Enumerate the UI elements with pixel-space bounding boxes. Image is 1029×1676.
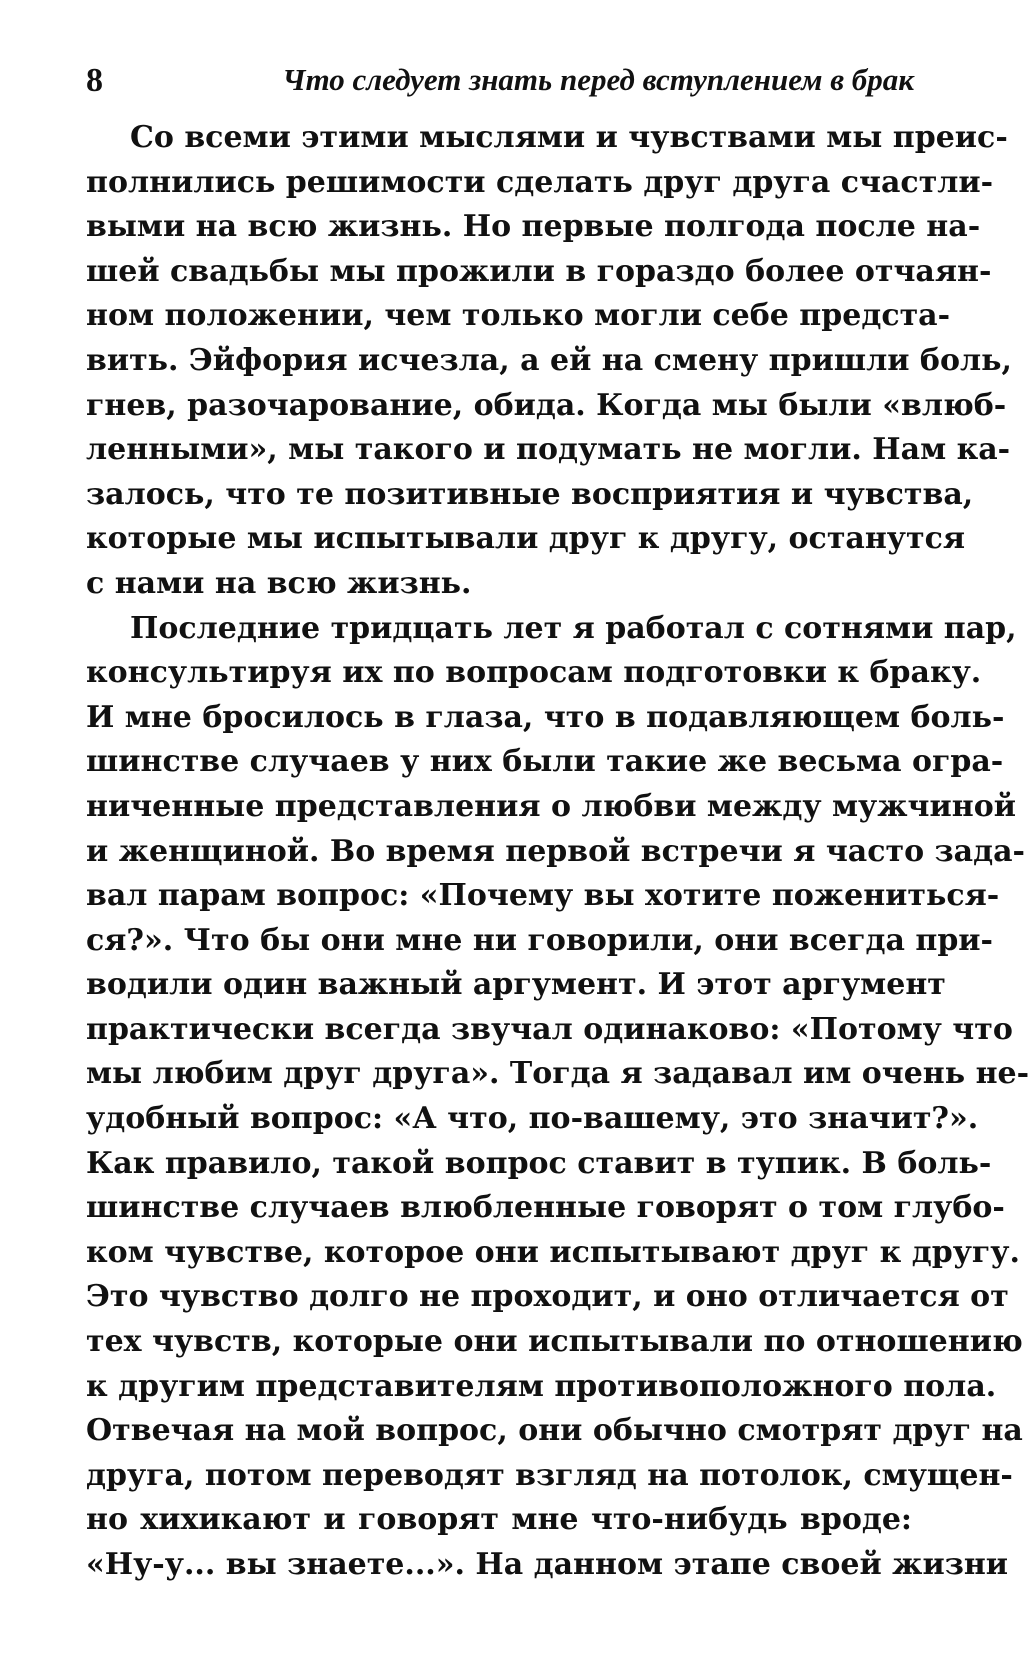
text-line: гнев, разочарование, обида. Когда мы были «влюб- bbox=[86, 387, 1007, 423]
text-line: ком чувстве, которое они испытывают друг к другу. bbox=[86, 1234, 1020, 1270]
text-line: шинстве случаев влюбленные говорят о том глубо- bbox=[86, 1190, 1005, 1226]
text-line: которые мы испытывали друг к другу, останутся bbox=[86, 521, 966, 557]
text-line: И мне бросилось в глаза, что в подавляющем боль- bbox=[86, 699, 1005, 735]
text-line: водили один важный аргумент. И этот аргумент bbox=[86, 967, 946, 1003]
text-line: «Ну-у... вы знаете...». На данном этапе своей жизни bbox=[86, 1547, 1009, 1582]
text-line: Последние тридцать лет я работал с сотнями пар, bbox=[130, 610, 1017, 646]
text-line: Как правило, такой вопрос ставит в тупик. В боль- bbox=[86, 1145, 992, 1181]
text-line: но хихикают и говорят мне что-нибудь вроде: bbox=[86, 1502, 912, 1538]
text-line: ниченные представления о любви между мужчиной bbox=[86, 788, 1016, 824]
text-line: полнились решимости сделать друг друга счастли- bbox=[86, 164, 994, 200]
text-line: друга, потом переводят взгляд на потолок, смущен- bbox=[86, 1457, 1013, 1493]
text-line: Отвечая на мой вопрос, они обычно смотрят друг на bbox=[86, 1413, 1023, 1449]
running-title: Что следует знать перед вступлением в брак bbox=[282, 62, 914, 97]
text-line: вал парам вопрос: «Почему вы хотите пожениться- bbox=[86, 878, 1000, 914]
text-line: практически всегда звучал одинаково: «Потому что bbox=[86, 1011, 1013, 1047]
text-line: выми на всю жизнь. Но первые полгода после на- bbox=[86, 209, 981, 245]
text-line: ся?». Что бы они мне ни говорили, они всегда при- bbox=[86, 922, 994, 958]
text-line: залось, что те позитивные восприятия и чувства, bbox=[86, 476, 974, 512]
text-line: шей свадьбы мы прожили в гораздо более отчаян- bbox=[86, 253, 992, 289]
body-text bbox=[86, 116, 1029, 1588]
text-line: и женщиной. Во время первой встречи я часто зада- bbox=[86, 833, 1026, 869]
text-line: к другим представителям противоположного пола. bbox=[86, 1368, 997, 1404]
text-line: консультируя их по вопросам подготовки к браку. bbox=[86, 655, 982, 691]
text-line: с нами на всю жизнь. bbox=[86, 565, 472, 601]
text-line: ленными», мы такого и подумать не могли. Нам ка- bbox=[86, 432, 1011, 468]
text-line: удобный вопрос: «А что, по-вашему, это значит?». bbox=[86, 1101, 979, 1137]
text-line: вить. Эйфория исчезла, а ей на смену пришли боль, bbox=[86, 342, 1012, 378]
text-line: Со всеми этими мыслями и чувствами мы преис- bbox=[130, 120, 1008, 155]
text-line: тех чувств, которые они испытывали по отношению bbox=[86, 1324, 1023, 1360]
running-head bbox=[86, 62, 914, 102]
text-line: Это чувство долго не проходит, и оно отличается от bbox=[86, 1279, 1009, 1315]
text-line: ном положении, чем только могли себе предста- bbox=[86, 298, 951, 334]
page-number: 8 bbox=[86, 62, 103, 99]
text-line: шинстве случаев у них были такие же весьма огра- bbox=[86, 744, 1004, 780]
text-line: мы любим друг друга». Тогда я задавал им очень не- bbox=[86, 1056, 1029, 1092]
